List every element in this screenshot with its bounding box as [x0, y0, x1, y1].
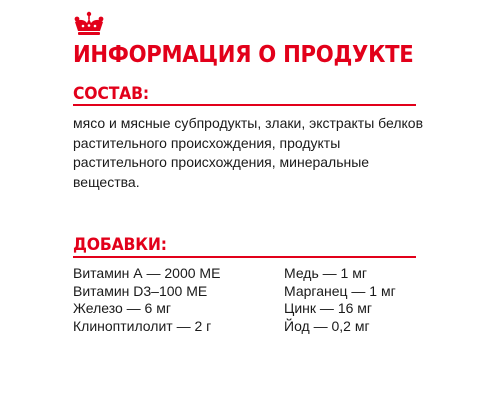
- page-title: ИНФОРМАЦИЯ О ПРОДУКТЕ: [73, 42, 414, 68]
- additive-item: Йод — 0,2 мг: [284, 317, 370, 334]
- additives-heading: ДОБАВКИ:: [73, 235, 167, 255]
- crown-icon: [72, 11, 106, 37]
- additive-item: Клиноптилолит — 2 г: [73, 317, 212, 334]
- composition-text: мясо и мясные субпродукты, злаки, экстракты белков растительного происхождения, продукты растительного происхождения, минеральные вещества.: [73, 115, 424, 190]
- additive-item: Цинк — 16 мг: [284, 300, 373, 316]
- composition-divider: [73, 104, 416, 106]
- additive-item: Медь — 1 мг: [284, 265, 367, 281]
- additive-item: Марганец — 1 мг: [284, 282, 396, 299]
- additive-item: Витамин D3–100 МЕ: [73, 282, 208, 299]
- composition-heading: СОСТАВ:: [73, 84, 149, 104]
- additives-list-right: [284, 265, 396, 335]
- additive-item: Железо — 6 мг: [73, 300, 171, 316]
- additives-divider: [73, 256, 416, 258]
- additive-item: Витамин А — 2000 МЕ: [73, 265, 221, 281]
- additives-list-left: [73, 265, 220, 335]
